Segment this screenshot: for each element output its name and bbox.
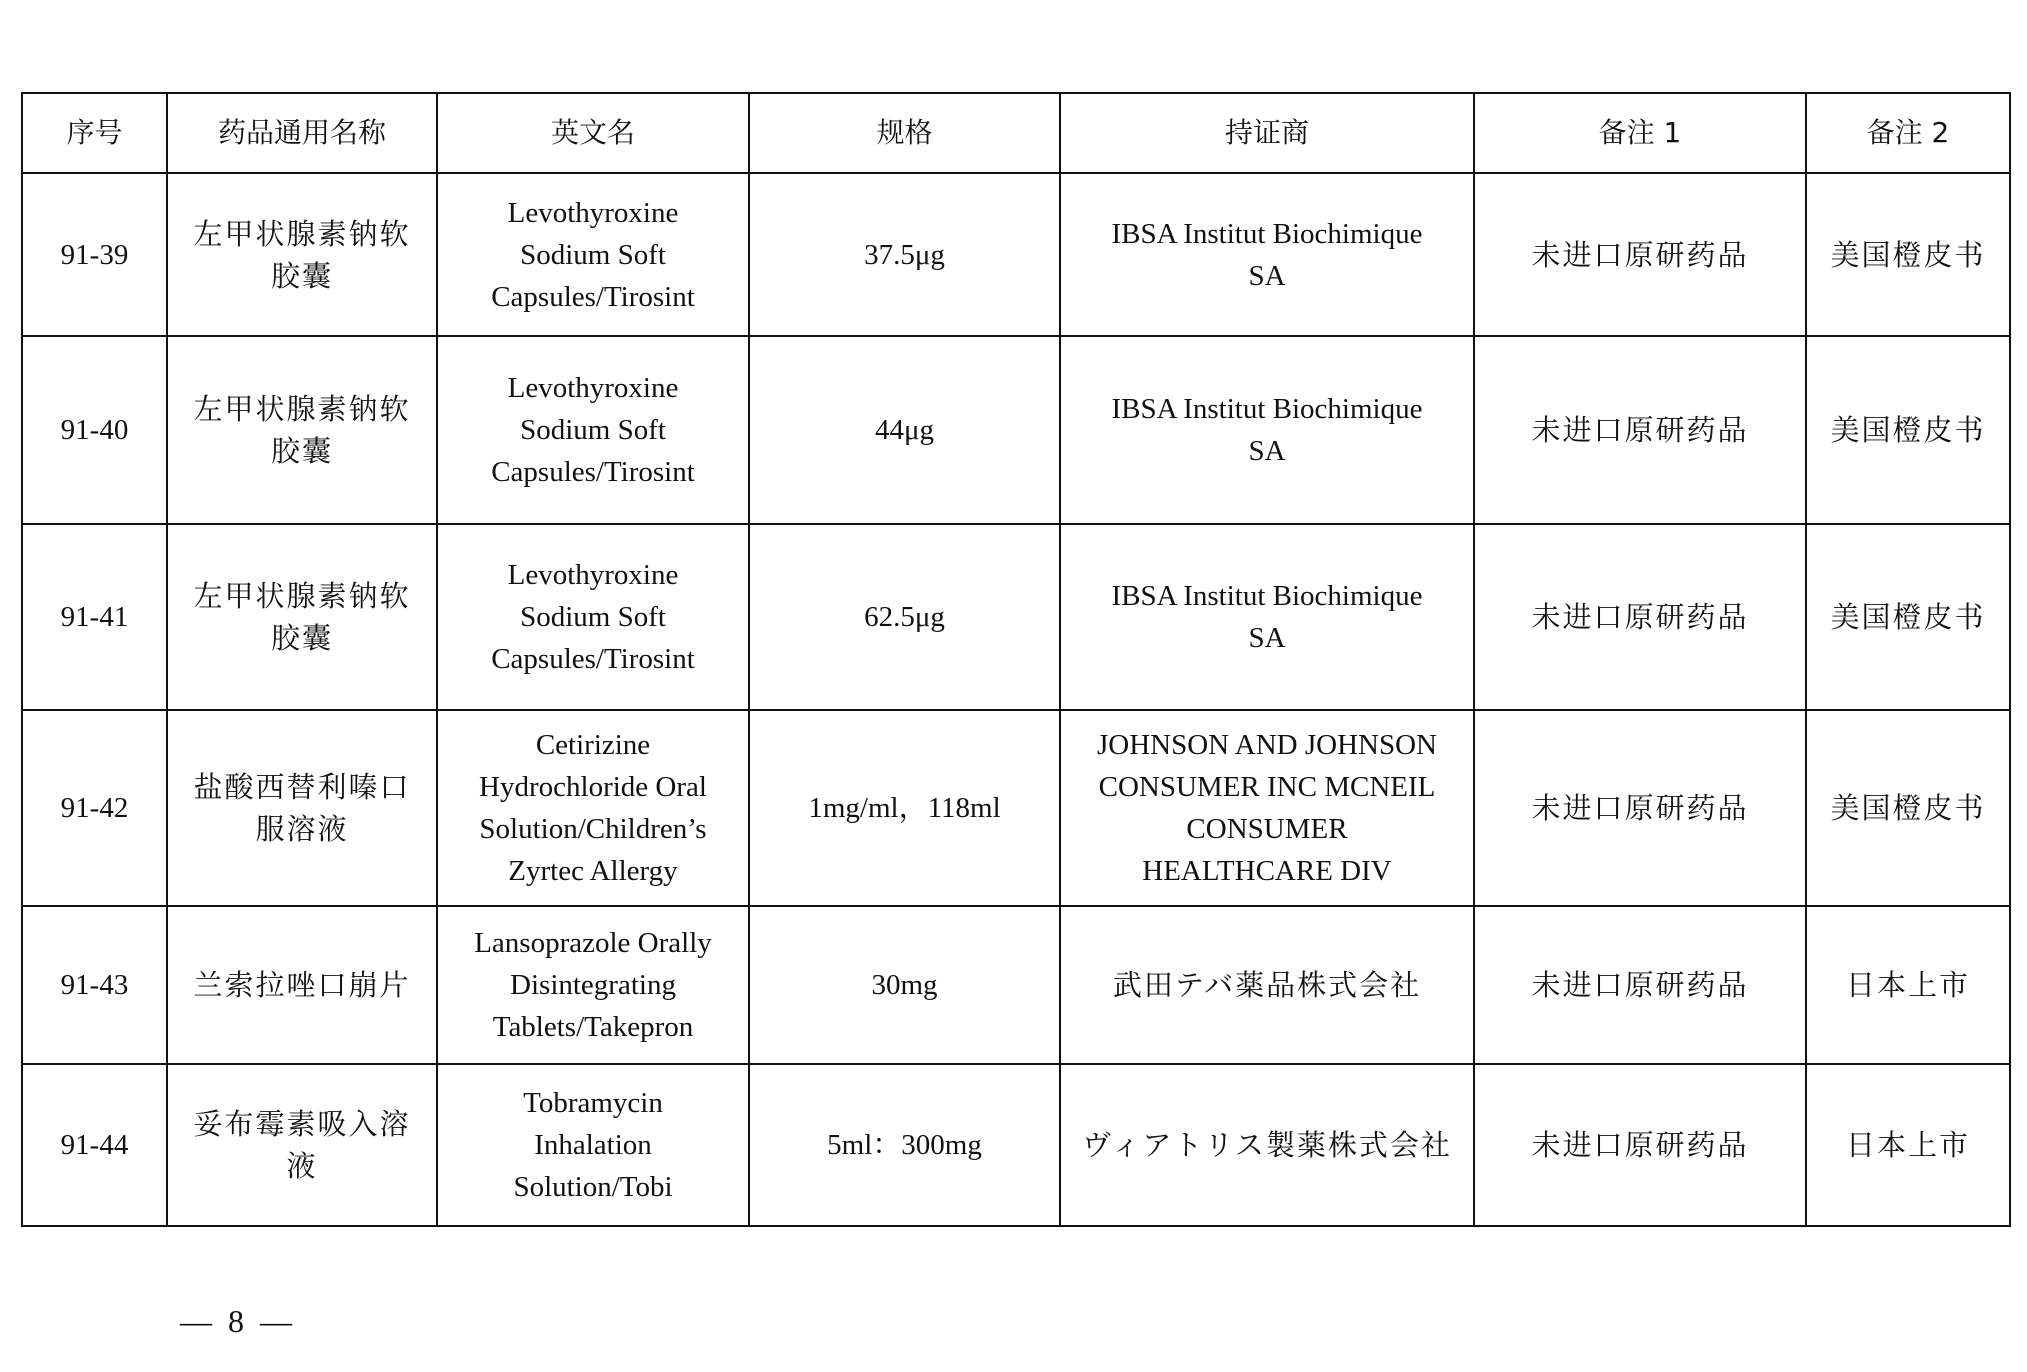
holder-line: SA <box>1248 622 1286 654</box>
cell-generic-name <box>167 336 437 524</box>
name-line: 左甲状腺素钠软 <box>193 392 411 426</box>
table-row <box>22 906 2010 1064</box>
english-line: Capsules/Tirosint <box>491 456 695 488</box>
cell-holder <box>1060 336 1474 524</box>
holder-line: CONSUMER INC MCNEIL <box>1098 771 1436 803</box>
name-line: 盐酸西替利嗪口 <box>193 770 411 804</box>
cell-english-name <box>437 336 749 524</box>
header-row <box>22 93 2010 173</box>
name-line: 胶囊 <box>270 258 333 293</box>
cell-english-name <box>437 524 749 710</box>
cell-spec: 5ml：300mg <box>749 1064 1060 1226</box>
header-note1: 备注 1 <box>1474 93 1806 173</box>
english-line: Sodium Soft <box>520 601 666 633</box>
holder-line: ヴィアトリス製薬株式会社 <box>1082 1128 1452 1162</box>
english-line: Tablets/Takepron <box>492 1011 694 1043</box>
header-spec: 规格 <box>749 93 1060 173</box>
english-line: Levothyroxine <box>507 372 679 404</box>
header-english-name: 英文名 <box>437 93 749 173</box>
cell-no: 91-43 <box>22 906 167 1064</box>
name-line: 左甲状腺素钠软 <box>193 579 411 613</box>
drug-table <box>21 92 2011 1227</box>
cell-generic-name <box>167 524 437 710</box>
english-line: Hydrochloride Oral <box>479 771 707 803</box>
name-line: 胶囊 <box>270 621 333 655</box>
name-line: 妥布霉素吸入溶 <box>193 1107 411 1141</box>
cell-holder <box>1060 524 1474 710</box>
holder-line: JOHNSON AND JOHNSON <box>1097 729 1437 761</box>
english-line: Tobramycin <box>523 1087 663 1119</box>
cell-spec: 37.5μg <box>749 173 1060 336</box>
cell-no: 91-44 <box>22 1064 167 1226</box>
cell-spec: 44μg <box>749 336 1060 524</box>
english-line: Zyrtec Allergy <box>508 855 678 887</box>
english-line: Sodium Soft <box>520 238 666 271</box>
cell-spec: 30mg <box>749 906 1060 1064</box>
cell-holder <box>1060 906 1474 1064</box>
english-line: Capsules/Tirosint <box>491 643 695 675</box>
holder-line: SA <box>1248 435 1286 467</box>
name-line: 胶囊 <box>270 434 333 468</box>
cell-holder <box>1060 710 1474 906</box>
cell-generic-name <box>167 906 437 1064</box>
page-number: — 8 — <box>180 1303 296 1339</box>
name-line: 左甲状腺素钠软 <box>193 216 411 251</box>
cell-note2: 美国橙皮书 <box>1806 336 2010 524</box>
cell-no: 91-42 <box>22 710 167 906</box>
cell-note1: 未进口原研药品 <box>1474 906 1806 1064</box>
cell-generic-name <box>167 173 437 336</box>
english-line: Levothyroxine <box>507 559 679 591</box>
cell-note2: 美国橙皮书 <box>1806 524 2010 710</box>
table-row <box>22 336 2010 524</box>
english-line: Disintegrating <box>510 969 676 1001</box>
holder-line: IBSA Institut Biochimique <box>1111 217 1423 250</box>
header-note2: 备注 2 <box>1806 93 2010 173</box>
name-line: 液 <box>286 1149 318 1183</box>
table-row <box>22 1064 2010 1226</box>
english-line: Capsules/Tirosint <box>491 280 695 313</box>
cell-note1: 未进口原研药品 <box>1474 173 1806 336</box>
cell-note1: 未进口原研药品 <box>1474 710 1806 906</box>
cell-note1: 未进口原研药品 <box>1474 336 1806 524</box>
cell-english-name <box>437 1064 749 1226</box>
cell-english-name <box>437 173 749 336</box>
cell-holder <box>1060 173 1474 336</box>
holder-line: CONSUMER <box>1186 813 1348 845</box>
english-line: Lansoprazole Orally <box>474 927 712 959</box>
header-generic-name: 药品通用名称 <box>167 93 437 173</box>
cell-spec: 1mg/ml，118ml <box>749 710 1060 906</box>
cell-spec: 62.5μg <box>749 524 1060 710</box>
cell-generic-name <box>167 710 437 906</box>
header-no: 序号 <box>22 93 167 173</box>
cell-no: 91-39 <box>22 173 167 336</box>
cell-note2: 日本上市 <box>1806 906 2010 1064</box>
english-line: Levothyroxine <box>507 196 679 229</box>
header-holder: 持证商 <box>1060 93 1474 173</box>
cell-note2: 美国橙皮书 <box>1806 173 2010 336</box>
cell-note1: 未进口原研药品 <box>1474 1064 1806 1226</box>
holder-line: HEALTHCARE DIV <box>1142 855 1392 887</box>
holder-line: IBSA Institut Biochimique <box>1111 580 1423 612</box>
holder-line: 武田テバ薬品株式会社 <box>1112 968 1422 1002</box>
english-line: Sodium Soft <box>520 414 666 446</box>
cell-english-name <box>437 906 749 1064</box>
cell-note2: 日本上市 <box>1806 1064 2010 1226</box>
english-line: Cetirizine <box>535 729 651 761</box>
cell-note1: 未进口原研药品 <box>1474 524 1806 710</box>
table-row <box>22 173 2010 336</box>
table-row <box>22 524 2010 710</box>
english-line: Solution/Tobi <box>513 1171 673 1203</box>
name-line: 服溶液 <box>255 812 349 846</box>
cell-holder <box>1060 1064 1474 1226</box>
cell-no: 91-40 <box>22 336 167 524</box>
name-line: 兰索拉唑口崩片 <box>193 968 411 1002</box>
cell-english-name <box>437 710 749 906</box>
holder-line: IBSA Institut Biochimique <box>1111 393 1423 425</box>
cell-no: 91-41 <box>22 524 167 710</box>
holder-line: SA <box>1248 259 1286 292</box>
english-line: Solution/Children’s <box>479 813 707 845</box>
cell-generic-name <box>167 1064 437 1226</box>
cell-note2: 美国橙皮书 <box>1806 710 2010 906</box>
table-row <box>22 710 2010 906</box>
english-line: Inhalation <box>534 1129 652 1161</box>
